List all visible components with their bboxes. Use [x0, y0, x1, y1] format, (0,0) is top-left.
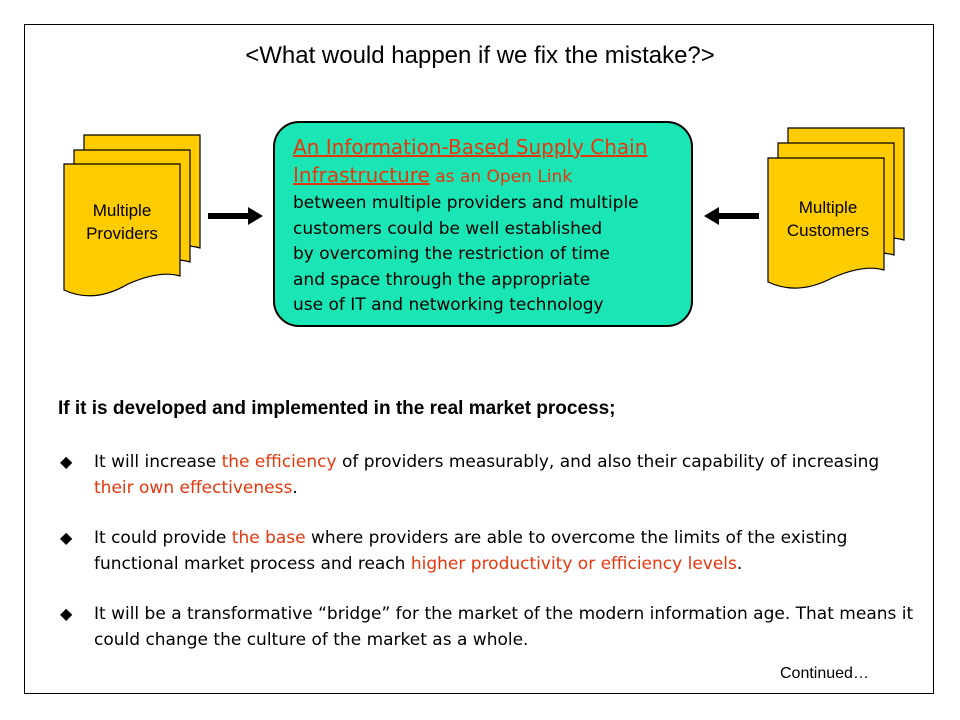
providers-label-line1: Multiple — [92, 201, 152, 220]
continued-label: Continued… — [780, 665, 869, 682]
box-heading-line1: An Information-Based Supply Chain — [293, 135, 648, 159]
customers-label-line2: Customers — [786, 221, 870, 240]
customers-label-line1: Multiple — [798, 198, 858, 217]
info-infrastructure-box — [273, 121, 693, 327]
box-body-text: between multiple providers and multiple customers could be well established by overcoming the restriction of time and space through the appropriate use of IT and networking technology — [293, 193, 639, 315]
diamond-bullet-icon: ◆ — [60, 604, 73, 623]
providers-label-line2: Providers — [86, 224, 158, 243]
box-heading-line2: Infrastructure as an Open Link — [293, 163, 573, 187]
bullet-text-3: It will be a transformative “bridge” for the market of the modern information age. That means it could change the culture of the market as a whole. — [94, 604, 914, 650]
diamond-bullet-icon: ◆ — [60, 528, 73, 547]
right-arrow-icon — [208, 207, 263, 225]
providers-label — [64, 199, 180, 245]
diamond-bullet-icon: ◆ — [60, 452, 73, 471]
section-subheading: If it is developed and implemented in the real market process; — [58, 398, 616, 419]
bullet-text-2: It could provide the base where providers are able to overcome the limits of the existing functional market process and reach higher productivity or efficiency levels. — [94, 528, 848, 574]
bullet-text-1: It will increase the efficiency of providers measurably, and also their capability of increasing their own effectiveness. — [94, 452, 880, 498]
left-arrow-icon — [704, 207, 759, 225]
customers-label — [768, 196, 888, 242]
slide-title: <What would happen if we fix the mistake?> — [245, 42, 715, 69]
